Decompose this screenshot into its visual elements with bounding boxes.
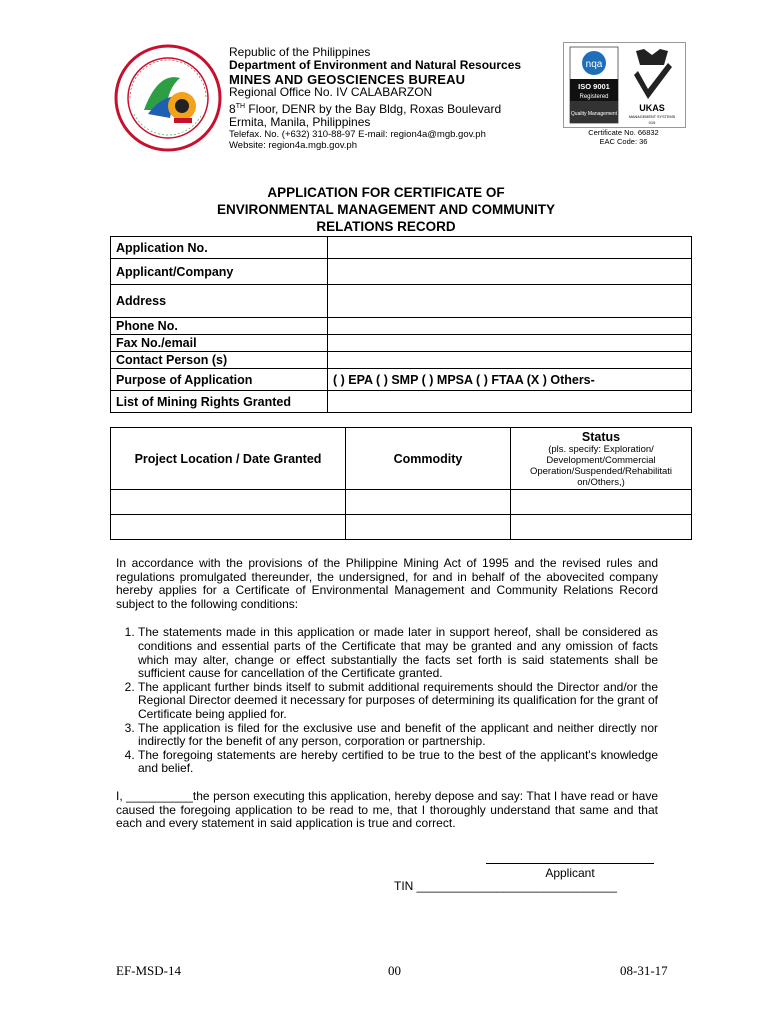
effectivity-date: 08-31-17 <box>620 963 668 978</box>
condition-item: 1. The statements made in this application or made later in support hereof, shall be considered as conditions and essential parts of the Certificate that may be granted and any omission of facts which may alter, change or effect substantially the facts set forth is said statements shall be sufficient cause for cancellation of the Certificate granted. <box>138 626 658 680</box>
project-table <box>110 427 692 540</box>
contact-line: Telefax. No. (+632) 310-88-97 E-mail: region4a@mgb.gov.ph <box>229 129 486 141</box>
conditions-list <box>116 626 658 776</box>
condition-item: 4. The foregoing statements are hereby certified to be true to the best of the applicant's knowledge and belief. <box>138 749 658 776</box>
applicant-company-label: Applicant/Company <box>111 259 328 285</box>
form-code: EF-MSD-14 <box>116 963 182 978</box>
commodity-cell[interactable] <box>346 490 511 515</box>
certificate-info <box>563 128 684 146</box>
application-no-label: Application No. <box>111 237 328 259</box>
form-title: APPLICATION FOR CERTIFICATE OF ENVIRONMENTAL MANAGEMENT AND COMMUNITY RELATIONS RECORD <box>217 185 555 234</box>
ukas-number: 015 <box>648 120 656 125</box>
commodity-header: Commodity <box>346 428 511 490</box>
table-row <box>111 318 692 335</box>
status-instructions: (pls. specify: Exploration/ Development/Commercial Operation/Suspended/Rehabilitati on/Others,) <box>529 443 673 488</box>
republic-line: Republic of the Philippines <box>229 45 371 59</box>
phone-field[interactable] <box>328 318 692 335</box>
project-location-cell[interactable] <box>111 515 346 540</box>
bureau-name: MINES AND GEOSCIENCES BUREAU <box>229 71 466 87</box>
intro-paragraph: In accordance with the provisions of the Philippine Mining Act of 1995 and the revised rules and regulations promulgated thereunder, the undersigned, for and in behalf of the abovecited company hereby applies for a Certificate of Environmental Management and Community Relations Record subject to the following conditions: <box>116 556 658 611</box>
project-location-header: Project Location / Date Granted <box>111 428 346 490</box>
table-row <box>111 490 692 515</box>
contact-person-label: Contact Person (s) <box>111 352 328 369</box>
tick-icon <box>634 63 672 99</box>
regional-office: Regional Office No. IV CALABARZON <box>229 85 433 100</box>
crown-icon <box>636 49 668 65</box>
department-line: Department of Environment and Natural Resources <box>229 58 522 73</box>
table-row <box>111 237 692 259</box>
fax-email-field[interactable] <box>328 335 692 352</box>
applicant-company-field[interactable] <box>328 259 692 285</box>
quality-label: Quality Management <box>570 111 618 117</box>
ukas-sub: MANAGEMENT SYSTEMS <box>628 115 676 119</box>
table-row <box>111 352 692 369</box>
application-no-field[interactable] <box>328 237 692 259</box>
address-field[interactable] <box>328 285 692 318</box>
revision-number: 00 <box>388 963 401 978</box>
fax-email-label: Fax No./email <box>111 335 328 352</box>
phone-label: Phone No. <box>111 318 328 335</box>
application-body <box>116 557 658 831</box>
letterhead <box>229 46 559 151</box>
declaration-paragraph: I, __________the person executing this application, hereby depose and say: That I have read or have caused the foregoing application to be read to me, that I thoroughly understand that same and that each and every statement in said application is true and correct. <box>116 788 658 831</box>
address-line-2: Ermita, Manila, Philippines <box>229 115 371 130</box>
project-location-cell[interactable] <box>111 490 346 515</box>
table-row <box>111 285 692 318</box>
registered-label: Registered <box>579 94 609 100</box>
iso-ukas-logo <box>564 43 685 127</box>
mgb-logo <box>114 44 222 152</box>
table-row <box>111 369 692 391</box>
applicant-label: Applicant <box>545 866 595 880</box>
ukas-label: UKAS <box>639 103 665 113</box>
certification-badges <box>563 42 686 128</box>
tin-field[interactable]: TIN ______________________________ <box>394 879 617 893</box>
status-cell[interactable] <box>511 515 692 540</box>
applicant-info-table <box>110 236 692 413</box>
purpose-options[interactable]: ( ) EPA ( ) SMP ( ) MPSA ( ) FTAA (X ) Others- <box>328 369 692 391</box>
mining-rights-label: List of Mining Rights Granted <box>111 391 328 413</box>
address-label: Address <box>111 285 328 318</box>
status-title: Status <box>581 429 621 444</box>
status-header <box>511 428 692 490</box>
iso-label: ISO 9001 <box>578 82 610 91</box>
table-row <box>111 259 692 285</box>
signature-line[interactable] <box>486 850 654 864</box>
commodity-cell[interactable] <box>346 515 511 540</box>
certificate-number: Certificate No. 66832 <box>588 128 659 137</box>
mining-rights-field[interactable] <box>328 391 692 413</box>
table-header-row <box>111 428 692 490</box>
status-cell[interactable] <box>511 490 692 515</box>
website-line: Website: region4a.mgb.gov.ph <box>229 140 357 152</box>
contact-person-field[interactable] <box>328 352 692 369</box>
nqa-mark: nqa <box>585 59 603 70</box>
table-row <box>111 515 692 540</box>
address-line-1: 8TH Floor, DENR by the Bay Bldg, Roxas Boulevard <box>229 101 502 116</box>
table-row <box>111 335 692 352</box>
purpose-label: Purpose of Application <box>111 369 328 391</box>
condition-item: 2. The applicant further binds itself to submit additional requirements should the Director and/or the Regional Director deemed it necessary for purposes of determining its qualification for the grant of Certificate being applied for. <box>138 681 658 722</box>
condition-item: 3. The application is filed for the exclusive use and benefit of the applicant and neither directly nor indirectly for the benefit of any person, corporation or partnership. <box>138 722 658 749</box>
table-row <box>111 391 692 413</box>
eac-code: EAC Code: 36 <box>599 137 648 146</box>
